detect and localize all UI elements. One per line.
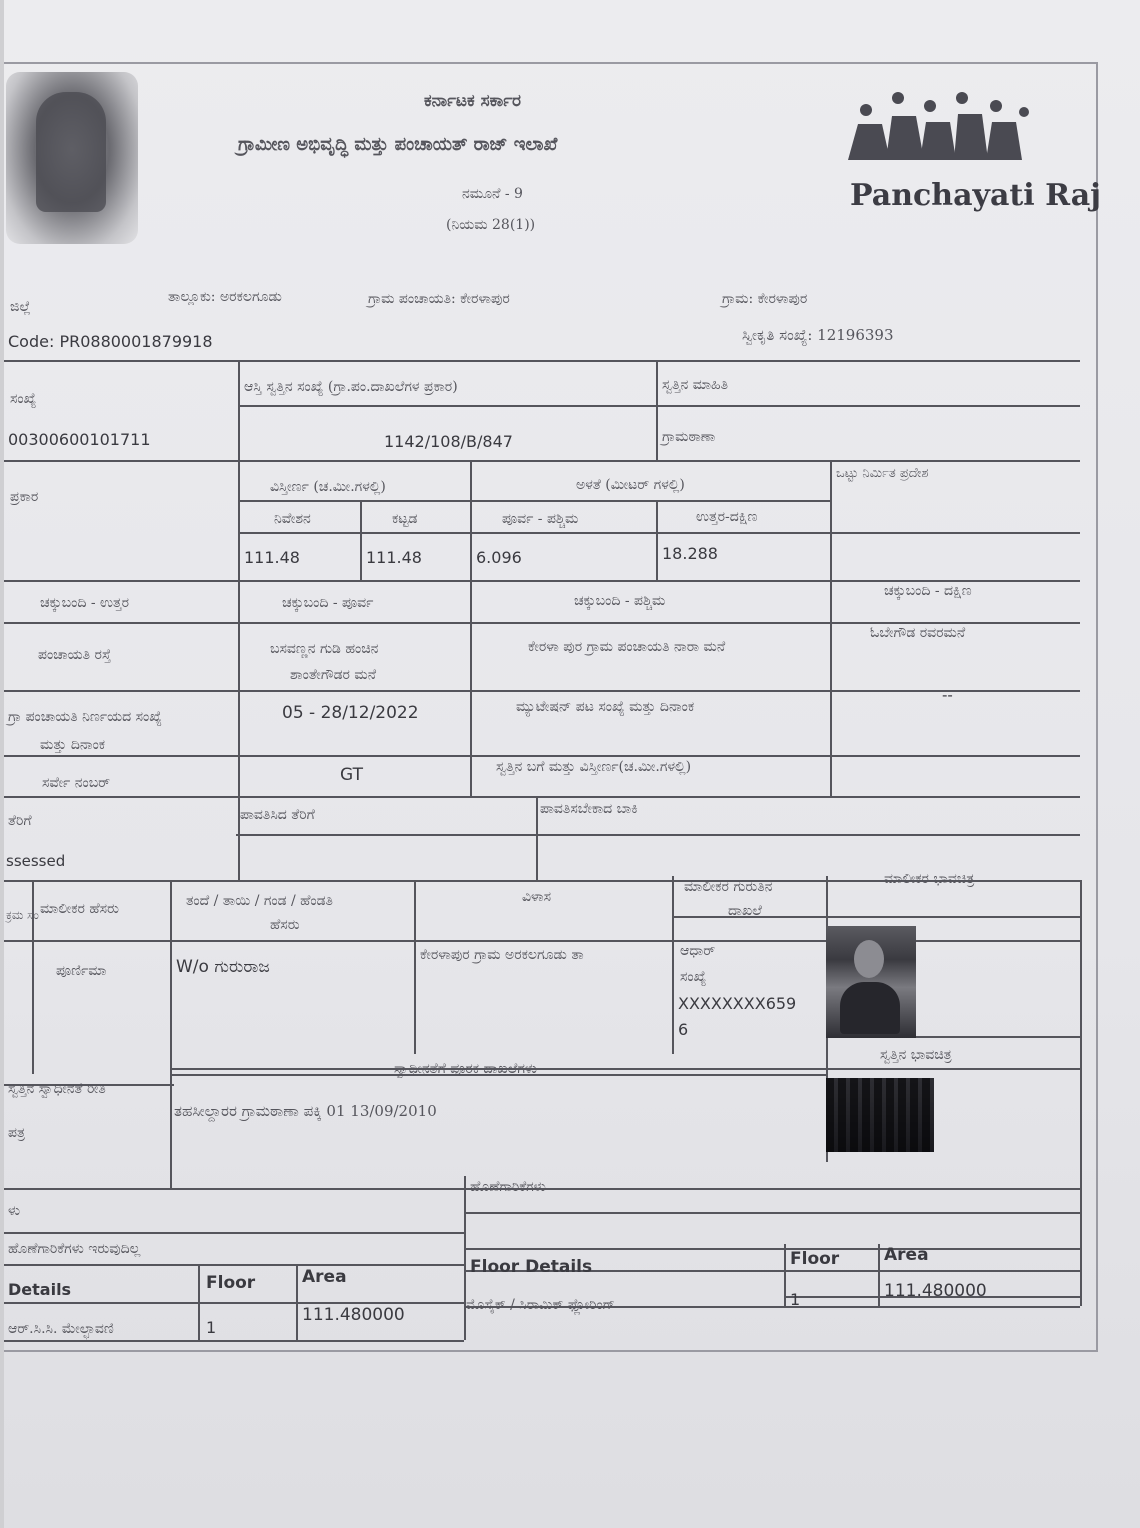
liabilities-header: ಹೊಣೆಗಾರಿಕೆಗಳು bbox=[470, 1179, 546, 1195]
owner-col-name: ಮಾಲೀಕರ ಹೆಸರು bbox=[40, 901, 119, 917]
east-west-label: ಪೂರ್ವ - ಪಶ್ಚಿಮ bbox=[502, 511, 579, 527]
documents-header: ಸ್ವಾಧೀನತೆಗೆ ಪೂರಕ ದಾಖಲೆಗಳು bbox=[394, 1061, 537, 1077]
balance-tax-label: ಪಾವತಿಸಬೇಕಾದ ಬಾಕಿ bbox=[540, 801, 638, 817]
owner-col-relation-2: ಹೆಸರು bbox=[270, 917, 300, 933]
survey-value: GT bbox=[340, 765, 363, 785]
resolution-value: 05 - 28/12/2022 bbox=[282, 703, 419, 723]
floors-right-detail: ಮೊಸೈಕ್ / ಸಿರಾಮಿಕ್ ಫ್ಲೋರಿಂಗ್ bbox=[466, 1297, 615, 1313]
resolution-label-1: ಗ್ರಾ ಪಂಚಾಯತಿ ನಿರ್ಣಯದ ಸಂಖ್ಯೆ bbox=[8, 709, 162, 725]
floors-left-details-header: Details bbox=[8, 1280, 72, 1299]
total-built-area-header: ಒಟ್ಟು ನಿರ್ಮಿತ ಪ್ರದೇಶ bbox=[836, 466, 929, 481]
boundary-west-label: ಚಕ್ಕುಬಂದಿ - ಪಶ್ಚಿಮ bbox=[574, 593, 666, 609]
property-code: Code: PR0880001879918 bbox=[8, 332, 213, 351]
property-photo-label: ಸ್ವತ್ತಿನ ಭಾವಚಿತ್ರ bbox=[880, 1047, 952, 1063]
floors-right-details-header: Floor Details bbox=[470, 1257, 593, 1277]
boundary-east-value-1: ಬಸವಣ್ಣನ ಗುಡಿ ಹಂಚಿನ bbox=[270, 641, 379, 657]
gram-panchayat-text: ಗ್ರಾಮ ಪಂಚಾಯತಿ: ಕೇರಳಾಪುರ bbox=[368, 291, 510, 307]
liabilities-note: ಹೊಣೆಗಾರಿಕೆಗಳು ಇರುವುದಿಲ್ಲ bbox=[8, 1241, 141, 1257]
owner-col-id-1: ಮಾಲೀಕರ ಗುರುತಿನ bbox=[684, 879, 773, 895]
owner-photo bbox=[826, 926, 916, 1038]
taluk-text: ತಾಲ್ಲೂಕು: ಅರಕಲಗೂಡು bbox=[168, 289, 282, 305]
property-number-label: ಆಸ್ತಿ ಸ್ವತ್ತಿನ ಸಂಖ್ಯೆ (ಗ್ರಾ.ಪಂ.ದಾಖಲೆಗಳ ಪ್ರಕಾರ) bbox=[244, 379, 458, 395]
paid-tax-label: ಪಾವತಿಸಿದ ತೆರಿಗೆ bbox=[240, 807, 315, 823]
building-area-value: 111.48 bbox=[366, 548, 422, 567]
survey-label: ಸರ್ವೇ ನಂಬರ್ bbox=[42, 775, 111, 791]
floors-right-floor: 1 bbox=[790, 1290, 801, 1309]
boundary-east-label: ಚಕ್ಕುಬಂದಿ - ಪೂರ್ವ bbox=[282, 595, 374, 611]
floors-right-area-header: Area bbox=[884, 1245, 929, 1265]
floors-left-detail: ಆರ್.ಸಿ.ಸಿ. ಮೇಲ್ಛಾವಣಿ bbox=[8, 1321, 114, 1337]
owner-col-photo: ಮಾಲೀಕರ ಭಾವಚಿತ್ರ bbox=[884, 871, 975, 887]
type-area-label: ಸ್ವತ್ತಿನ ಬಗೆ ಮತ್ತು ವಿಸ್ತೀರ್ಣ(ಚ.ಮೀ.ಗಳಲ್ಲಿ) bbox=[496, 759, 692, 775]
site-label: ನಿವೇಶನ bbox=[274, 511, 311, 527]
owner-address: ಕೇರಳಾಪುರ ಗ್ರಾಮ ಅರಕಲಗೂಡು ತಾ bbox=[420, 947, 584, 963]
owner-col-address: ವಿಳಾಸ bbox=[522, 889, 552, 905]
boundary-west-value: ಕೇರಳಾ ಪುರ ಗ್ರಾಮ ಪಂಚಾಯತಿ ನಾರಾ ಮನೆ bbox=[528, 639, 726, 655]
boundary-south-value: ಓಬೇಗೌಡ ರವರಮನೆ bbox=[870, 625, 966, 641]
liabilities-left-label: ಳು bbox=[8, 1203, 21, 1219]
tax-label: ತೆರಿಗೆ bbox=[8, 813, 32, 829]
mutation-value: -- bbox=[942, 686, 953, 704]
row-number-label: ಸಂಖ್ಯೆ bbox=[10, 391, 37, 407]
owner-id-label-2: ಸಂಖ್ಯೆ bbox=[680, 969, 707, 985]
documents-side-label: ಪತ್ರ bbox=[8, 1125, 25, 1141]
floors-left-floor: 1 bbox=[206, 1318, 217, 1337]
property-type: ಗ್ರಾಮಠಾಣಾ bbox=[662, 429, 716, 445]
mutation-label: ಮ್ಯುಟೇಷನ್ ಪಟ ಸಂಖ್ಯೆ ಮತ್ತು ದಿನಾಂಕ bbox=[516, 699, 695, 715]
owner-col-id-2: ದಾಖಲೆ bbox=[728, 903, 762, 919]
owner-id-number-2: 6 bbox=[678, 1020, 689, 1039]
boundary-north-label: ಚಕ್ಕುಬಂದಿ - ಉತ್ತರ bbox=[40, 595, 129, 611]
karnataka-emblem-icon bbox=[6, 72, 138, 244]
boundary-north-value: ಪಂಚಾಯತಿ ರಸ್ತೆ bbox=[38, 647, 112, 663]
resolution-label-2: ಮತ್ತು ದಿನಾಂಕ bbox=[40, 737, 106, 753]
panchayati-raj-logo-text: Panchayati Raj bbox=[850, 178, 1102, 213]
owner-id-number-1: XXXXXXXX659 bbox=[678, 994, 797, 1013]
documents-value: ತಹಸೀಲ್ದಾರರ ಗ್ರಾಮಠಾಣಾ ಪಕ್ಕಿ 01 13/09/2010 bbox=[174, 1102, 437, 1120]
floors-left-area: 111.480000 bbox=[302, 1305, 405, 1325]
floors-left-area-header: Area bbox=[302, 1267, 347, 1287]
building-label: ಕಟ್ಟಡ bbox=[392, 511, 418, 527]
north-south-value: 18.288 bbox=[662, 544, 718, 563]
header-government: ಕರ್ನಾಟಕ ಸರ್ಕಾರ bbox=[424, 91, 522, 111]
village-text: ಗ್ರಾಮ: ಕೇರಳಾಪುರ bbox=[722, 291, 808, 307]
area-header: ವಿಸ್ತೀರ್ಣ (ಚ.ಮೀ.ಗಳಲ್ಲಿ) bbox=[270, 479, 386, 495]
site-area-value: 111.48 bbox=[244, 548, 300, 567]
east-west-value: 6.096 bbox=[476, 548, 522, 567]
property-info-label: ಸ್ವತ್ತಿನ ಮಾಹಿತಿ bbox=[662, 377, 729, 393]
boundary-south-label: ಚಕ್ಕುಬಂದಿ - ದಕ್ಷಿಣ bbox=[884, 583, 972, 599]
district-label: ಜಿಲ್ಲೆ bbox=[10, 299, 31, 315]
floors-right-area: 111.480000 bbox=[884, 1281, 987, 1301]
acknowledgement-number: ಸ್ವೀಕೃತಿ ಸಂಖ್ಯೆ: 12196393 bbox=[742, 326, 894, 344]
boundary-east-value-2: ಶಾಂತೇಗೌಡರ ಮನೆ bbox=[290, 667, 377, 683]
length-header: ಅಳತೆ (ಮೀಟರ್ ಗಳಲ್ಲಿ) bbox=[576, 477, 685, 493]
owner-col-relation-1: ತಂದೆ / ತಾಯಿ / ಗಂಡ / ಹೆಂಡತಿ bbox=[186, 893, 333, 909]
header-form-no: ನಮೂನೆ - 9 bbox=[462, 186, 523, 202]
owner-id-label-1: ಆಧಾರ್ bbox=[680, 943, 716, 959]
possession-mode-label: ಸ್ವತ್ತಿನ ಸ್ವಾಧೀನತೆ ರೀತಿ bbox=[8, 1081, 106, 1097]
header-department: ಗ್ರಾಮೀಣ ಅಭಿವೃದ್ಧಿ ಮತ್ತು ಪಂಚಾಯತ್ ರಾಜ್ ಇಲಾಖೆ bbox=[238, 134, 558, 155]
measurement-label: ಪ್ರಕಾರ bbox=[10, 489, 39, 505]
property-photo bbox=[826, 1078, 934, 1152]
north-south-label: ಉತ್ತರ-ದಕ್ಷಿಣ bbox=[696, 509, 758, 525]
assessed-label: ssessed bbox=[6, 852, 66, 870]
owner-col-serial: ಕ್ರಮ ಸಂ bbox=[6, 908, 39, 922]
property-number: 1142/108/B/847 bbox=[384, 432, 513, 451]
owner-name: ಪೂರ್ಣಿಮಾ bbox=[56, 963, 107, 979]
floors-right-floor-header: Floor bbox=[790, 1249, 840, 1269]
floors-left-floor-header: Floor bbox=[206, 1273, 256, 1293]
owner-relation: W/o ಗುರುರಾಜ bbox=[176, 957, 270, 977]
panchayati-raj-logo-icon bbox=[846, 88, 1036, 168]
property-id: 00300600101711 bbox=[8, 430, 151, 449]
header-rule: (ನಿಯಮ 28(1)) bbox=[446, 217, 536, 233]
